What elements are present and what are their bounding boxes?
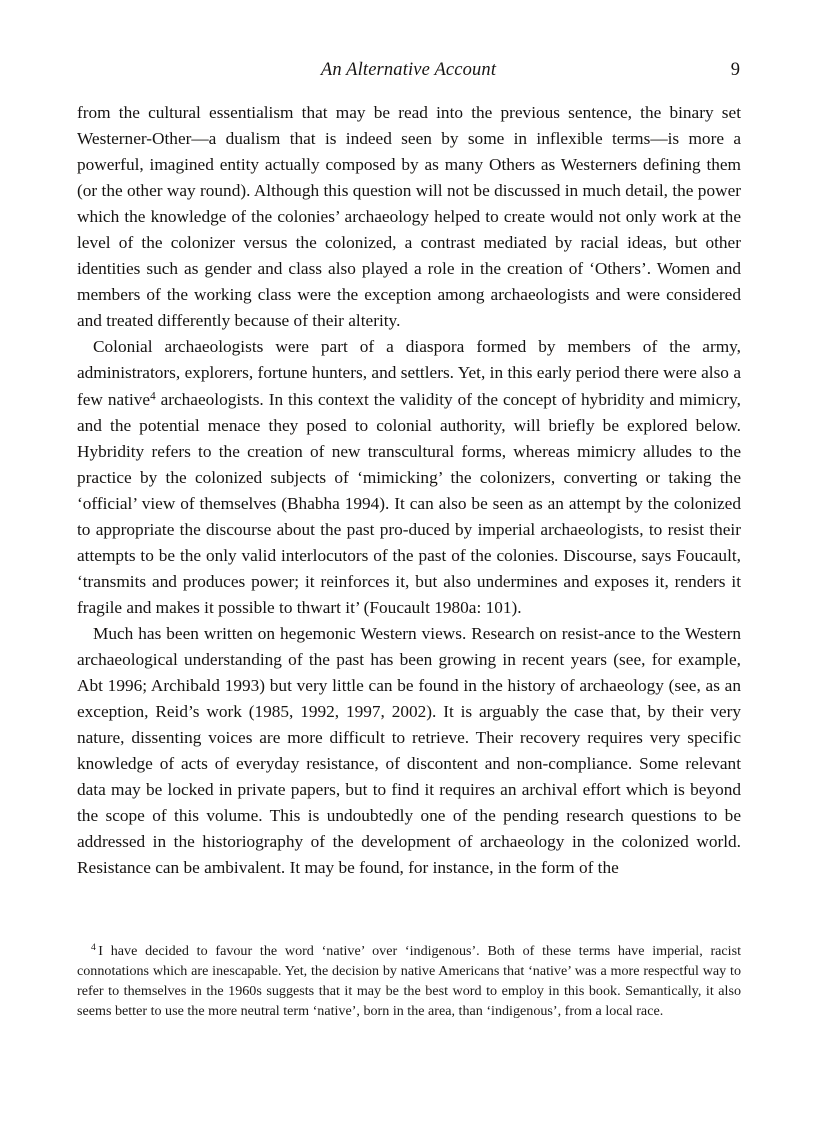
footnote-marker-4-reference[interactable]: 4 bbox=[150, 389, 156, 402]
body-text-column bbox=[77, 100, 741, 881]
footnote-area bbox=[77, 941, 741, 1021]
running-head bbox=[77, 60, 740, 86]
running-head-title: An Alternative Account bbox=[320, 60, 497, 80]
paragraph-colonial-archaeologists bbox=[77, 334, 741, 621]
paragraph-hegemonic-western-views: Much has been written on hegemonic Western views. Research on resist-ance to the Western archaeological understanding of the past has been growing in recent years (see, for example, Abt 1996; Archibald 1993) but very little can be found in the history of archaeology (see, as an exception, Reid’s work (1985, 1992, 1997, 2002). It is arguably the case that, by their very nature, dissenting voices are more difficult to retrieve. Their recovery requires very specific knowledge of acts of everyday resistance, of discontent and non-compliance. Some relevant data may be locked in private papers, but to find it requires an archival effort which is beyond the scope of this volume. This is undoubtedly one of the pending research questions to be addressed in the historiography of the development of archaeology in the colonized world. Resistance can be ambivalent. It may be found, for instance, in the form of the bbox=[77, 623, 741, 878]
paragraph-text-before-footnote-marker: Colonial archaeologists were part of a diaspora formed by members of the army, administrators, explorers, fortune hunters, and settlers. Yet, in this early period there were also a few native bbox=[77, 337, 741, 409]
footnote-text: I have decided to favour the word ‘native’ over ‘indigenous’. Both of these terms have imperial, racist connotations which are inescapable. Yet, the decision by native Americans that ‘native’ was a more respectful way to refer to themselves in the 1960s suggests that it may be the best word to employ in this book. Semantically, it also seems better to use the more neutral term ‘native’, born in the area, than ‘indigenous’, from a local race. bbox=[77, 943, 741, 1020]
footnote-number: 4 bbox=[91, 942, 96, 954]
paragraph-text-after-footnote-marker: archaeologists. In this context the validity of the concept of hybridity and mimicry, and the potential menace they posed to colonial authority, will briefly be explored below. Hybridity refers to the creation of new transcultural forms, whereas mimicry alludes to the practice by the colonized subjects of ‘mimicking’ the colonizers, converting or taking the ‘official’ view of themselves (Bhabha 1994). It can also be seen as an attempt by the colonized to appropriate the discourse about the past pro-duced by imperial archaeologists, to resist their attempts to be the only valid interlocutors of the past of the colonies. Discourse, says Foucault, ‘transmits and produces power; it reinforces it, but also undermines and exposes it, renders it fragile and makes it possible to thwart it’ (Foucault 1980a: 101). bbox=[77, 389, 741, 617]
paragraph-essentialism: from the cultural essentialism that may be read into the previous sentence, the binary set Westerner-Other—a dualism that is indeed seen by some in inflexible terms—is more a powerful, imagined entity actually composed by as many Others as Westerners defining them (or the other way round). Although this question will not be discussed in much detail, the power which the knowledge of the colonies’ archaeology helped to create would not only work at the level of the colonizer versus the colonized, a contrast mediated by racial ideas, but other identities such as gender and class also played a role in the creation of ‘Others’. Women and members of the working class were the exception among archaeologists and were considered and treated differently because of their alterity. bbox=[77, 103, 741, 331]
footnote-item bbox=[77, 941, 741, 1021]
page-number: 9 bbox=[730, 60, 740, 80]
